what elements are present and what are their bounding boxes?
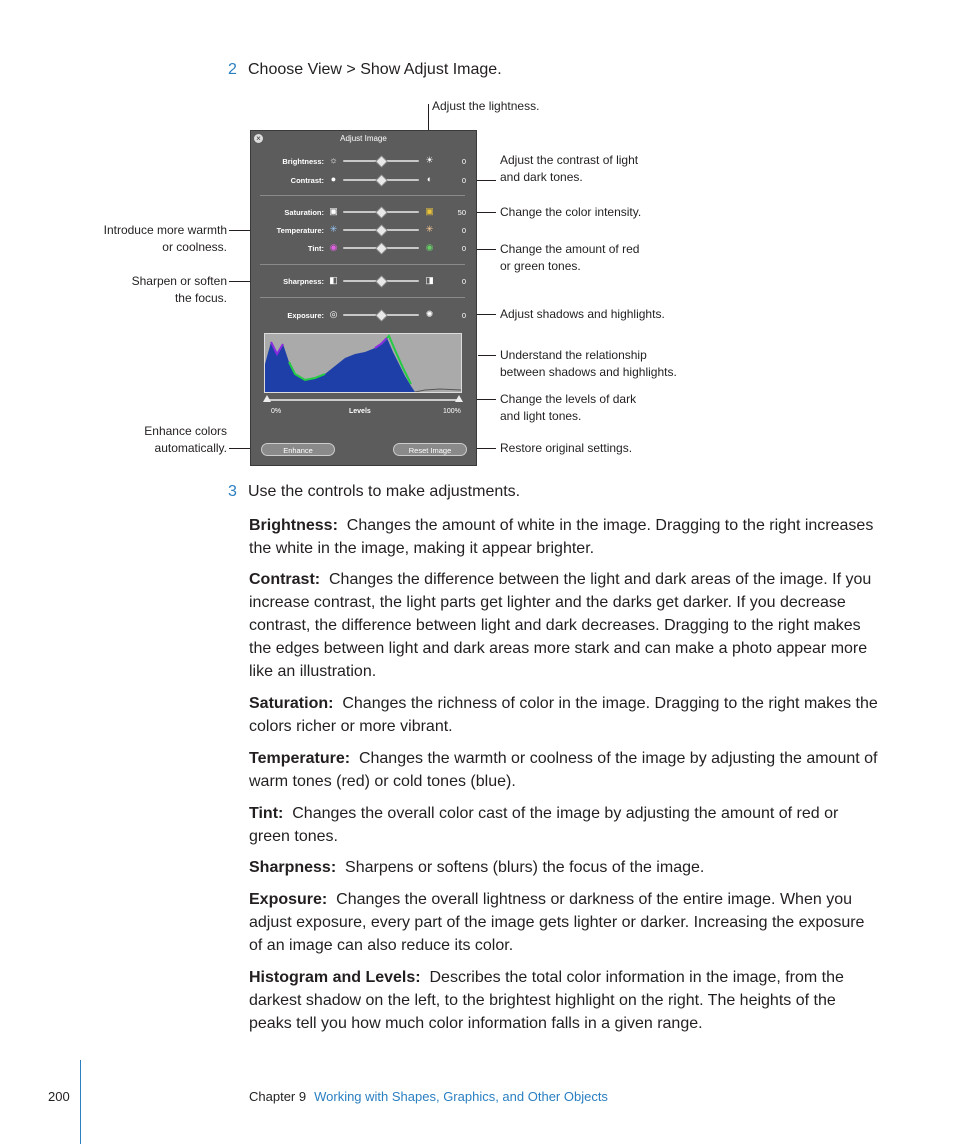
row-value: 0 [461, 244, 466, 253]
definition: Changes the amount of white in the image. Dragging to the right increases the white in the image, making it appear brighter. [249, 517, 874, 557]
slider-thumb[interactable] [375, 224, 388, 237]
paragraph-contrast [249, 568, 879, 683]
divider [260, 264, 465, 265]
callout-line: or coolness. [162, 240, 227, 254]
callout-sharpen [80, 273, 227, 307]
contrast-row [251, 174, 478, 188]
page-number: 200 [48, 1089, 70, 1104]
footer-rule [80, 1060, 81, 1144]
row-label: Brightness: [282, 157, 324, 166]
term: Brightness: [249, 517, 338, 534]
callout-warmth [80, 222, 227, 256]
magenta-icon: ◉ [329, 242, 338, 252]
temperature-slider[interactable] [343, 229, 419, 231]
slider-thumb[interactable] [375, 206, 388, 219]
panel-title: Adjust Image [340, 134, 387, 143]
chapter-label: Chapter 9 [249, 1089, 307, 1104]
definition: Changes the difference between the light and dark areas of the image. If you increase contrast, the light parts get lighter and the darks get darker. If you decrease contrast, the difference between light and dark decreases. Dragging to the right makes the edges between light and dark areas more stark and can make a photo appear more like an illustration. [249, 571, 872, 680]
step-2 [228, 61, 502, 79]
saturation-low-icon: ▣ [329, 206, 338, 216]
contrast-low-icon: ● [330, 174, 337, 184]
callout-line: and light tones. [500, 409, 582, 423]
slider-thumb[interactable] [375, 155, 388, 168]
histogram [264, 333, 462, 393]
callout-line: Enhance colors [144, 424, 227, 438]
green-icon: ◉ [425, 242, 434, 252]
callout-line: Understand the relationship [500, 348, 647, 362]
callout-line: Sharpen or soften [131, 274, 227, 288]
leader-line [478, 355, 496, 356]
callout-line: Change the amount of red [500, 242, 640, 256]
callout-contrast [500, 152, 638, 186]
cool-icon: ✳ [329, 224, 338, 234]
divider [260, 297, 465, 298]
callout-enhance [80, 423, 227, 457]
exposure-row [251, 309, 478, 323]
row-label: Temperature: [276, 226, 324, 235]
row-label: Contrast: [290, 176, 324, 185]
sharpness-slider[interactable] [343, 280, 419, 282]
footer-chapter [249, 1089, 608, 1104]
exposure-high-icon: ✺ [425, 309, 434, 319]
callout-line: or green tones. [500, 259, 581, 273]
callout-line: the focus. [174, 291, 227, 305]
contrast-slider[interactable] [343, 179, 419, 181]
term: Temperature: [249, 750, 351, 767]
slider-thumb[interactable] [375, 275, 388, 288]
slider-thumb[interactable] [375, 242, 388, 255]
saturation-high-icon: ▣ [425, 206, 434, 216]
tint-row [251, 242, 478, 256]
row-value: 50 [457, 208, 466, 217]
divider [260, 195, 465, 196]
close-icon[interactable]: × [254, 134, 263, 143]
term: Tint: [249, 805, 284, 822]
levels-max-label: 100% [443, 408, 461, 415]
temperature-row [251, 224, 478, 238]
step-3 [228, 483, 520, 501]
term: Exposure: [249, 891, 328, 908]
levels-track[interactable] [267, 399, 460, 401]
levels-black-handle[interactable] [263, 395, 271, 402]
row-value: 0 [461, 157, 466, 166]
row-label: Tint: [307, 244, 324, 253]
row-label: Exposure: [287, 311, 324, 320]
row-value: 0 [461, 226, 466, 235]
reset-image-button[interactable]: Reset Image [393, 443, 467, 456]
sharp-icon: ◨ [425, 275, 434, 285]
callout-line: and dark tones. [500, 170, 583, 184]
callout-line: automatically. [154, 441, 227, 455]
callout-levels [500, 391, 636, 425]
callout-restore: Restore original settings. [500, 441, 633, 455]
saturation-row [251, 206, 478, 220]
definition: Describes the total color information in the image, from the darkest shadow on the left, to the brightest highlight on the right. The heights of the peaks tell you how much color information falls in a given range. [249, 969, 844, 1032]
sharpness-row [251, 275, 478, 289]
paragraph-brightness [249, 514, 879, 560]
row-label: Saturation: [284, 208, 324, 217]
contrast-high-icon: ◐ [426, 174, 433, 184]
row-value: 0 [461, 176, 466, 185]
brightness-slider[interactable] [343, 160, 419, 162]
levels-min-label: 0% [271, 408, 282, 415]
tint-slider[interactable] [343, 247, 419, 249]
saturation-slider[interactable] [343, 211, 419, 213]
term: Saturation: [249, 695, 334, 712]
row-value: 0 [461, 277, 466, 286]
definition: Changes the warmth or coolness of the image by adjusting the amount of warm tones (red) or cold tones (blue). [249, 750, 878, 790]
paragraph-temperature [249, 747, 879, 793]
callout-shadows: Adjust shadows and highlights. [500, 307, 665, 321]
adjust-image-panel [250, 130, 477, 466]
callout-line: Adjust the contrast of light [500, 153, 639, 167]
step-text: Choose View > Show Adjust Image. [248, 61, 502, 78]
callout-line: between shadows and highlights. [500, 365, 677, 379]
term: Histogram and Levels: [249, 969, 421, 986]
callout-intensity: Change the color intensity. [500, 205, 642, 219]
definition: Changes the richness of color in the image. Dragging to the right makes the colors richer or more vibrant. [249, 695, 878, 735]
step-number: 3 [228, 483, 237, 500]
callout-lightness: Adjust the lightness. [432, 99, 540, 113]
definition: Changes the overall lightness or darkness of the entire image. When you adjust exposure, every part of the image gets lighter or darker. Increasing the exposure of an image can also reduce its color. [249, 891, 865, 954]
histogram-graph [265, 334, 461, 392]
callout-line: Change the levels of dark [500, 392, 637, 406]
exposure-slider[interactable] [343, 314, 419, 316]
enhance-button[interactable]: Enhance [261, 443, 335, 456]
slider-thumb[interactable] [375, 174, 388, 187]
term: Sharpness: [249, 859, 337, 876]
definition: Sharpens or softens (blurs) the focus of the image. [345, 859, 705, 876]
term: Contrast: [249, 571, 321, 588]
warm-icon: ✳ [425, 224, 434, 234]
levels-white-handle[interactable] [455, 395, 463, 402]
chapter-title-link[interactable]: Working with Shapes, Graphics, and Other Objects [314, 1089, 608, 1104]
paragraph-sharpness [249, 856, 879, 879]
step-number: 2 [228, 61, 237, 78]
callout-red-green [500, 241, 639, 275]
callout-understand [500, 347, 677, 381]
paragraph-saturation [249, 692, 879, 738]
sun-large-icon: ☀ [425, 155, 434, 165]
sun-small-icon: ☼ [329, 155, 338, 165]
exposure-low-icon: ◎ [329, 309, 338, 319]
step-text: Use the controls to make adjustments. [248, 483, 521, 500]
brightness-row [251, 155, 478, 169]
definition: Changes the overall color cast of the image by adjusting the amount of red or green tones. [249, 805, 839, 845]
slider-thumb[interactable] [375, 309, 388, 322]
paragraph-exposure [249, 888, 879, 957]
row-value: 0 [461, 311, 466, 320]
soft-icon: ◧ [329, 275, 338, 285]
paragraph-tint [249, 802, 879, 848]
callout-line: Introduce more warmth [103, 223, 227, 237]
row-label: Sharpness: [283, 277, 324, 286]
levels-label: Levels [349, 408, 371, 415]
paragraph-histogram [249, 966, 879, 1035]
